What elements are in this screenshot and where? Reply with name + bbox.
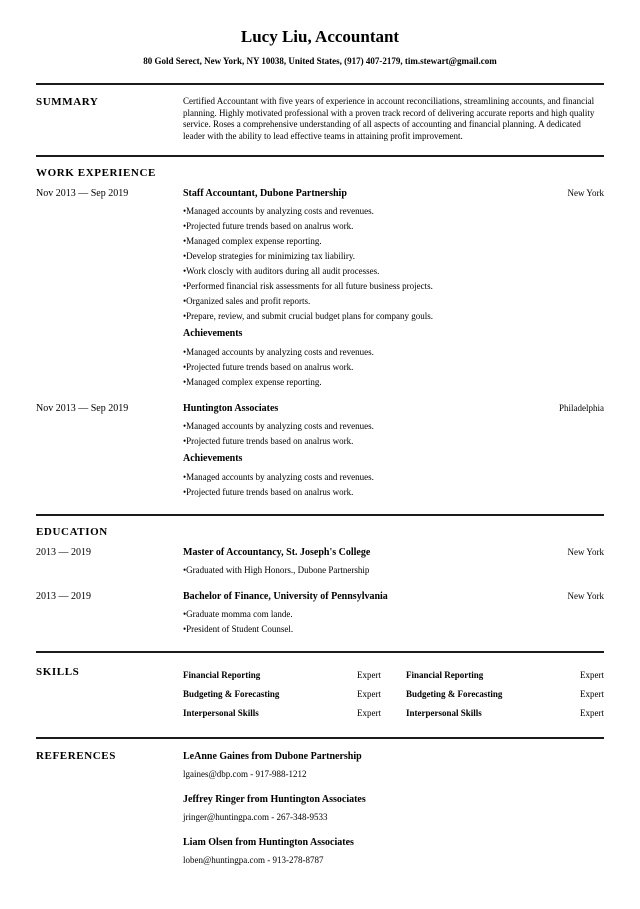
skill-row <box>406 685 604 704</box>
education-section <box>36 516 604 651</box>
bullet-item: • Managed accounts by analyzing costs and revenues. <box>183 345 604 360</box>
skill-row <box>406 666 604 685</box>
work-entry-dates: Nov 2013 — Sep 2019 <box>36 188 129 200</box>
resume-header <box>36 26 604 85</box>
skill-level: Expert <box>580 689 604 700</box>
skill-name: Interpersonal Skills <box>183 708 259 719</box>
education-entry-dates: 2013 — 2019 <box>36 547 91 559</box>
skills-column <box>406 666 604 723</box>
skills-section <box>36 653 604 737</box>
contact-line: 80 Gold Serect, New York, NY 10038, United States, (917) 407-2179, tim.stewart@gmail.com <box>143 56 497 66</box>
reference-entry <box>183 836 604 867</box>
education-entry-dates: 2013 — 2019 <box>36 591 91 603</box>
education-entry-bullets <box>183 607 604 637</box>
bullet-item: • Projected future trends based on analrus work. <box>183 219 604 234</box>
education-entry-bullets <box>183 563 604 578</box>
achievements-heading: Achievements <box>183 453 243 465</box>
achievements-heading: Achievements <box>183 328 243 340</box>
work-experience-section <box>36 157 604 514</box>
skill-name: Budgeting & Forecasting <box>406 689 503 700</box>
reference-contact: loben@huntingpa.com - 913-278-8787 <box>183 855 324 866</box>
education-entry-location: New York <box>567 547 604 558</box>
education-entry <box>36 546 604 578</box>
skill-level: Expert <box>357 670 381 681</box>
reference-entry <box>183 793 604 824</box>
bullet-item: • Develop strategies for minimizing tax liabiliry. <box>183 249 604 264</box>
skills-heading: SKILLS <box>36 666 80 679</box>
reference-name: LeAnne Gaines from Dubone Partnership <box>183 751 362 763</box>
skill-row <box>183 666 381 685</box>
references-section <box>36 739 604 879</box>
education-entry <box>36 590 604 637</box>
bullet-item: • Projected future trends based on analrus work. <box>183 485 604 500</box>
education-entry-title: Bachelor of Finance, University of Pennsylvania <box>183 591 388 603</box>
bullet-item: • President of Student Counsel. <box>183 622 604 637</box>
resume-name: Lucy Liu, Accountant <box>240 27 400 46</box>
skills-column <box>183 666 381 723</box>
work-entry-bullets <box>183 419 604 449</box>
bullet-item: • Projected future trends based on analrus work. <box>183 360 604 375</box>
achievements-bullets <box>183 470 604 500</box>
summary-text: Certified Accountant with five years of experience in account reconciliations, streamlining accounts, and financial planning. Highly motivated professional with a proven track record of delivering accurate reports and high quality service. Roses a comprehensive understanding of all aspects of accounting and financial planning. A dedicated leader with the ability to lead effective teams in attaining profit improvement. <box>183 96 595 141</box>
skill-level: Expert <box>580 670 604 681</box>
work-entry-location: Philadelphia <box>559 403 604 414</box>
reference-contact: jringer@huntingpa.com - 267-348-9533 <box>183 812 328 823</box>
bullet-item: • Performed financial risk assessments for all future business projects. <box>183 279 604 294</box>
skill-name: Budgeting & Forecasting <box>183 689 280 700</box>
achievements-bullets <box>183 345 604 390</box>
summary-section <box>36 85 604 155</box>
bullet-item: • Graduate momma com lande. <box>183 607 604 622</box>
reference-contact: lgaines@dbp.com - 917-988-1212 <box>183 769 307 780</box>
education-entry-title: Master of Accountancy, St. Joseph's College <box>183 547 371 559</box>
reference-name: Jeffrey Ringer from Huntington Associates <box>183 794 366 806</box>
work-entry-location: New York <box>567 188 604 199</box>
work-entry-dates: Nov 2013 — Sep 2019 <box>36 403 129 415</box>
work-entry <box>36 187 604 390</box>
work-experience-heading: WORK EXPERIENCE <box>36 167 156 180</box>
skill-name: Financial Reporting <box>406 670 484 681</box>
skill-name: Financial Reporting <box>183 670 261 681</box>
work-entry-title: Huntington Associates <box>183 403 279 415</box>
reference-name: Liam Olsen from Huntington Associates <box>183 837 354 849</box>
summary-heading: SUMMARY <box>36 96 99 108</box>
bullet-item: • Managed accounts by analyzing costs and revenues. <box>183 204 604 219</box>
skill-row <box>183 685 381 704</box>
bullet-item: • Organized sales and profit reports. <box>183 294 604 309</box>
work-entry-bullets <box>183 204 604 324</box>
skill-row <box>183 704 381 723</box>
bullet-item: • Managed complex expense reporting. <box>183 234 604 249</box>
bullet-item: • Prepare, review, and submit crucial budget plans for company gouls. <box>183 309 604 324</box>
work-entry <box>36 402 604 500</box>
bullet-item: • Projected future trends based on analrus work. <box>183 434 604 449</box>
skill-level: Expert <box>357 708 381 719</box>
skill-name: Interpersonal Skills <box>406 708 482 719</box>
skill-row <box>406 704 604 723</box>
bullet-item: • Managed accounts by analyzing costs and revenues. <box>183 470 604 485</box>
work-entry-title: Staff Accountant, Dubone Partnership <box>183 188 347 200</box>
bullet-item: • Work closcly with auditors during all audit processes. <box>183 264 604 279</box>
skill-level: Expert <box>357 689 381 700</box>
education-entry-location: New York <box>567 591 604 602</box>
reference-entry <box>183 750 604 781</box>
bullet-item: • Managed accounts by analyzing costs and revenues. <box>183 419 604 434</box>
bullet-item: • Managed complex expense reporting. <box>183 375 604 390</box>
education-heading: EDUCATION <box>36 526 108 539</box>
skill-level: Expert <box>580 708 604 719</box>
references-heading: REFERENCES <box>36 750 116 763</box>
bullet-item: • Graduated with High Honors., Dubone Partnership <box>183 563 604 578</box>
